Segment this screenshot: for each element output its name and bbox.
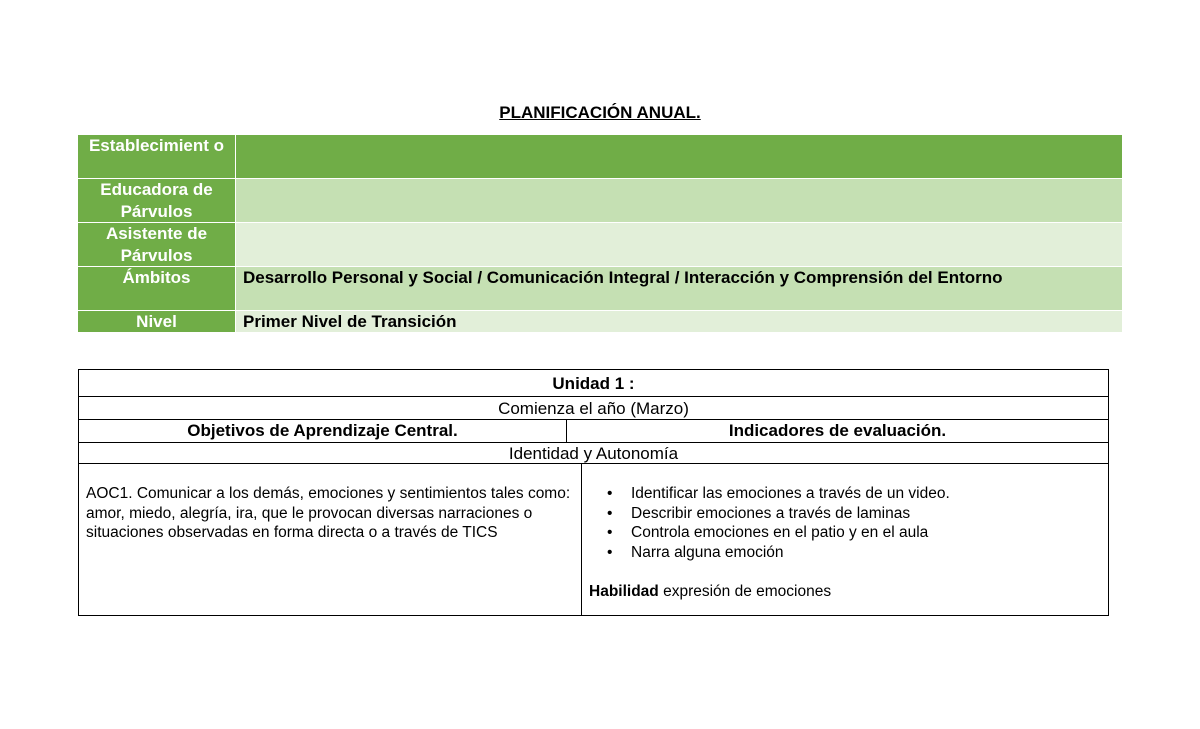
skill-text: expresión de emociones	[658, 582, 832, 600]
list-item	[589, 523, 1100, 543]
bullet-icon: •	[607, 504, 613, 522]
objective-cell[interactable]	[79, 464, 582, 615]
page-title: PLANIFICACIÓN ANUAL.	[499, 103, 701, 122]
info-label-establecimiento: Establecimient o	[78, 135, 236, 178]
info-label-ambitos: Ámbitos	[78, 267, 236, 310]
indicator-text: Describir emociones a través de laminas	[631, 504, 911, 522]
indicator-text: Identificar las emociones a través de un video.	[631, 485, 950, 502]
unit-table	[78, 369, 1109, 616]
objective-text: AOC1. Comunicar a los demás, emociones y sentimientos tales como: amor, miedo, alegría, ira, que le provocan diversas narraciones o situaciones observadas en forma directa o a través de TICS	[86, 485, 571, 541]
info-table	[78, 135, 1122, 333]
info-row-nivel	[78, 311, 1122, 333]
list-item	[589, 484, 1100, 504]
info-row-establecimiento	[78, 135, 1122, 179]
list-item	[589, 543, 1100, 563]
unit-title: Unidad 1 :	[79, 370, 1108, 397]
indicators-header: Indicadores de evaluación.	[728, 421, 947, 440]
info-value-ambitos[interactable]: Desarrollo Personal y Social / Comunicación Integral / Interacción y Comprensión del Entorno	[236, 267, 1122, 310]
bullet-icon: •	[607, 543, 613, 561]
bullet-icon: •	[607, 524, 613, 541]
skill-label: Habilidad	[589, 582, 659, 600]
info-value-establecimiento[interactable]	[236, 135, 1122, 178]
unit-area: Identidad y Autonomía	[79, 443, 1108, 464]
list-item	[589, 504, 1100, 524]
skill-line	[589, 582, 1100, 602]
indicator-text: Narra alguna emoción	[631, 543, 784, 561]
info-row-asistente	[78, 223, 1122, 267]
info-row-ambitos	[78, 267, 1122, 311]
info-value-asistente[interactable]	[236, 223, 1122, 266]
bullet-icon: •	[607, 485, 613, 502]
unit-body	[79, 464, 1108, 615]
info-label-asistente: Asistente de Párvulos	[78, 223, 236, 266]
indicator-text: Controla emociones en el patio y en el aula	[631, 524, 929, 541]
indicators-list	[589, 484, 1100, 562]
info-value-educadora[interactable]	[236, 179, 1122, 222]
unit-column-headers	[79, 420, 1108, 443]
info-value-nivel[interactable]: Primer Nivel de Transición	[236, 311, 1122, 332]
objectives-header: Objetivos de Aprendizaje Central.	[79, 420, 567, 442]
unit-subtitle: Comienza el año (Marzo)	[79, 397, 1108, 420]
info-row-educadora	[78, 179, 1122, 223]
indicators-cell[interactable]	[582, 464, 1108, 615]
info-label-nivel: Nivel	[78, 311, 236, 332]
info-label-educadora: Educadora de Párvulos	[78, 179, 236, 222]
